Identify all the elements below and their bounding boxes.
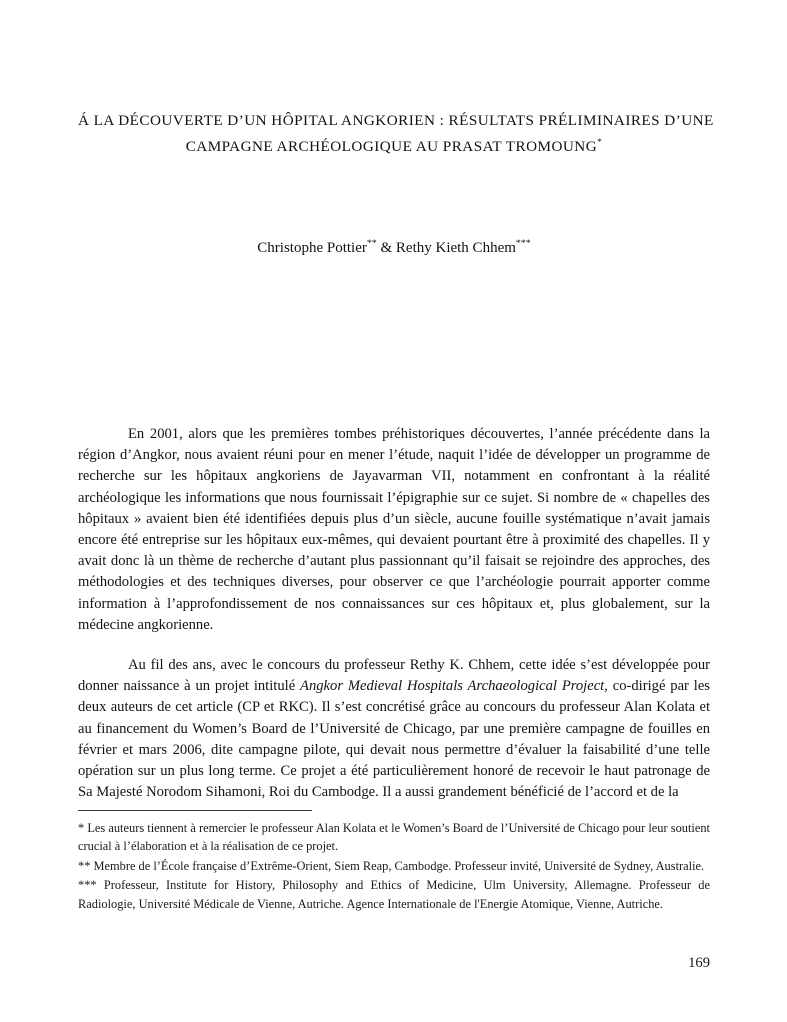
title-line-2 (78, 134, 710, 160)
title-line-1 (78, 108, 714, 134)
author-two-footnote-marker: *** (515, 238, 531, 249)
title-line-1-text: Á LA DÉCOUVERTE D’UN HÔPITAL ANGKORIEN : RÉSULTATS PRÉLIMINAIRES D’UNE (78, 112, 714, 129)
footnote-section (78, 810, 710, 914)
project-title-italic: Angkor Medieval Hospitals Archaeological Project (300, 678, 605, 695)
footnote-item: *** Professeur, Institute for History, Philosophy and Ethics of Medicine, Ulm University, Allemagne. Professeur de Radiologie, Université Médicale de Vienne, Autriche. Agence Internationale de l'Energie Atomique, Vienne, Autriche. (78, 878, 710, 911)
paragraph-run: , co-dirigé par les deux auteurs de cet article (CP et RKC). Il s’est concrétisé grâce au concours du professeur Alan Kolata et au financement du Women’s Board de l’Université de Chicago, par une première campagne de fouilles en février et mars 2006, dite campagne pilote, qui devait nous permettre d’évaluer la faisabilité d’une telle opération sur un plus long terme. Ce projet a été particulièrement honoré de recevoir le haut patronage de Sa Majesté Norodom Sihamoni, Roi du Cambodge. Il a aussi grandement bénéficié de l’accord et de la (78, 678, 710, 801)
article-title (78, 108, 714, 160)
footnote-item: ** Membre de l’École française d’Extrême-Orient, Siem Reap, Cambodge. Professeur invité, Université de Sydney, Australie. (78, 858, 705, 873)
author-one-name: Christophe Pottier (257, 240, 367, 256)
author-one-footnote-marker: ** (366, 238, 377, 249)
title-line-2-text: CAMPAGNE ARCHÉOLOGIQUE AU PRASAT TROMOUNG (185, 138, 598, 155)
author-conjunction: & (376, 240, 396, 256)
title-footnote-marker: * (597, 137, 603, 148)
body-paragraph (78, 424, 710, 636)
article-body (78, 424, 710, 822)
page-number: 169 (688, 955, 710, 971)
author-two-name: Rethy Kieth Chhem (395, 240, 516, 256)
body-paragraph (78, 655, 710, 803)
paragraph-run: En 2001, alors que les premières tombes préhistoriques découvertes, l’année précédente dans la région d’Angkor, nous avaient réuni pour en mener l’étude, naquit l’idée de développer un programme de recherche sur les hôpitaux angkoriens de Jayavarman VII, notamment en confrontant à la réalité archéologique les informations que nous fournissait l’épigraphie sur ce sujet. Si nombre de « chapelles des hôpitaux » avaient bien été identifiées depuis plus d’un siècle, aucune fouille systématique n’avait jamais encore été entreprise sur les hôpitaux eux-mêmes, qui devaient pourtant être à proximité des chapelles. Il y avait donc là un thème de recherche d’autant plus passionnant qu’il faisait se rejoindre des approches, des méthodologies et des techniques diverses, pour observer ce que l’archéologie pourrait apporter comme information à l’approfondissement de nos connaissances sur ces hôpitaux et, plus globalement, sur la médecine angkorienne. (78, 426, 710, 633)
paragraph-run: Au fil des ans, avec le concours du professeur Rethy K. Chhem, cette idée s’est développée pour donner naissance à un projet intitulé (78, 657, 710, 695)
footnote-separator-rule (78, 810, 312, 811)
footnote-item: * Les auteurs tiennent à remercier le professeur Alan Kolata et le Women’s Board de l’Université de Chicago pour leur soutient crucial à l’élaboration et à la réalisation de ce projet. (78, 821, 710, 854)
author-byline (78, 240, 710, 257)
